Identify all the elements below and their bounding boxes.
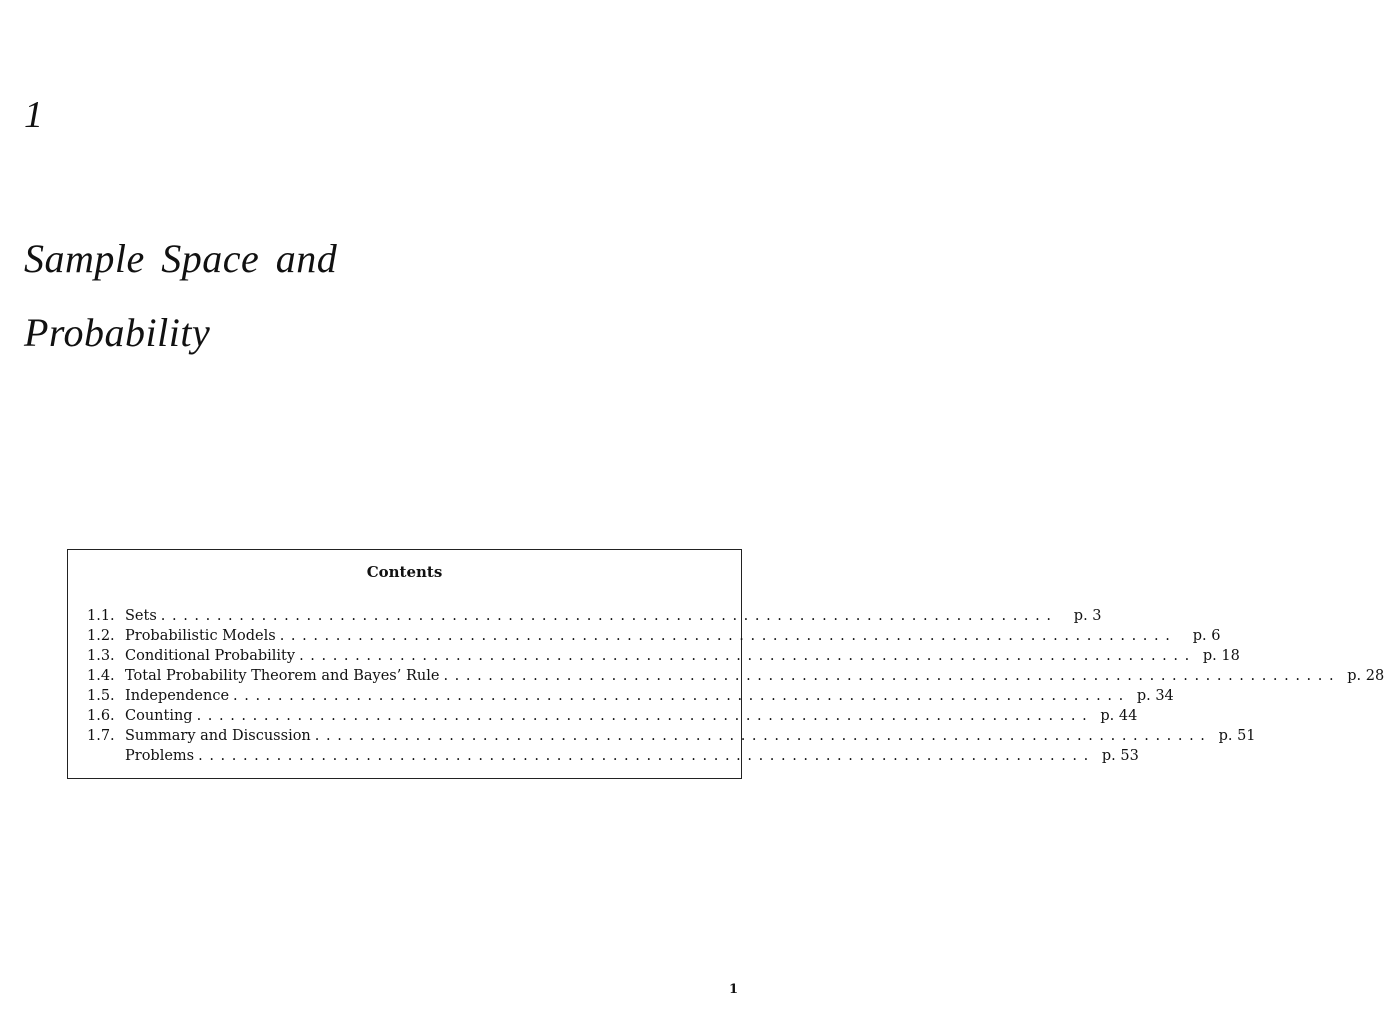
toc-entry-1-7[interactable] (87, 728, 1256, 748)
toc-leader-dots: ................................................................................ (233, 688, 1130, 704)
toc-entry-title: Conditional Probability (125, 648, 296, 664)
toc-leader-dots: ................................................................................ (314, 728, 1212, 744)
toc-entry-page: p. 18 (1202, 648, 1240, 664)
toc-entry-page: p. 51 (1218, 728, 1256, 744)
chapter-title (24, 222, 624, 370)
table-of-contents (87, 608, 1384, 768)
contents-heading: Contents (366, 563, 443, 581)
toc-entry-title: Independence (125, 688, 230, 704)
page-number: 1 (728, 982, 738, 997)
toc-entry-page: p. 6 (1192, 628, 1221, 644)
toc-entry-1-1[interactable] (87, 608, 1102, 628)
toc-entry-title: Total Probability Theorem and Bayes’ Rule (125, 668, 440, 684)
toc-entry-title: Counting (125, 708, 193, 724)
toc-entry-number: 1.2. (87, 628, 115, 644)
chapter-title-line-2: Probability (24, 310, 211, 355)
toc-entry-number: 1.5. (87, 688, 115, 704)
toc-entry-page: p. 34 (1136, 688, 1174, 704)
contents-box (67, 549, 1384, 779)
toc-entry-1-4[interactable] (87, 668, 1384, 688)
toc-leader-dots: ................................................................................ (279, 628, 1177, 644)
toc-entry-1-6[interactable] (87, 708, 1138, 728)
toc-entry-number: 1.3. (87, 648, 115, 664)
toc-leader-dots: ................................................................................ (198, 748, 1095, 764)
toc-entry-problems[interactable] (87, 748, 1139, 768)
toc-leader-dots: ................................................................................ (196, 708, 1094, 724)
chapter-number: 1 (24, 94, 43, 136)
toc-entry-page: p. 28 (1347, 668, 1384, 684)
toc-entry-number: 1.6. (87, 708, 115, 724)
toc-entry-title: Summary and Discussion (125, 728, 311, 744)
toc-leader-dots: ................................................................................ (299, 648, 1196, 664)
toc-leader-dots: ................................................................................ (443, 668, 1341, 684)
toc-entry-title: Probabilistic Models (125, 628, 276, 644)
toc-entry-1-5[interactable] (87, 688, 1174, 708)
toc-entry-page: p. 44 (1100, 708, 1138, 724)
toc-entry-number: 1.4. (87, 668, 115, 684)
toc-entry-number: 1.7. (87, 728, 115, 744)
toc-entry-page: p. 3 (1073, 608, 1102, 624)
chapter-title-line-1: Sample Space and (24, 236, 338, 281)
toc-entry-number: 1.1. (87, 608, 115, 624)
toc-entry-title: Problems (125, 748, 195, 764)
toc-entry-1-3[interactable] (87, 648, 1240, 668)
toc-leader-dots: ................................................................................ (160, 608, 1058, 624)
toc-entry-page: p. 53 (1101, 748, 1139, 764)
toc-entry-title: Sets (125, 608, 157, 624)
toc-entry-1-2[interactable] (87, 628, 1221, 648)
